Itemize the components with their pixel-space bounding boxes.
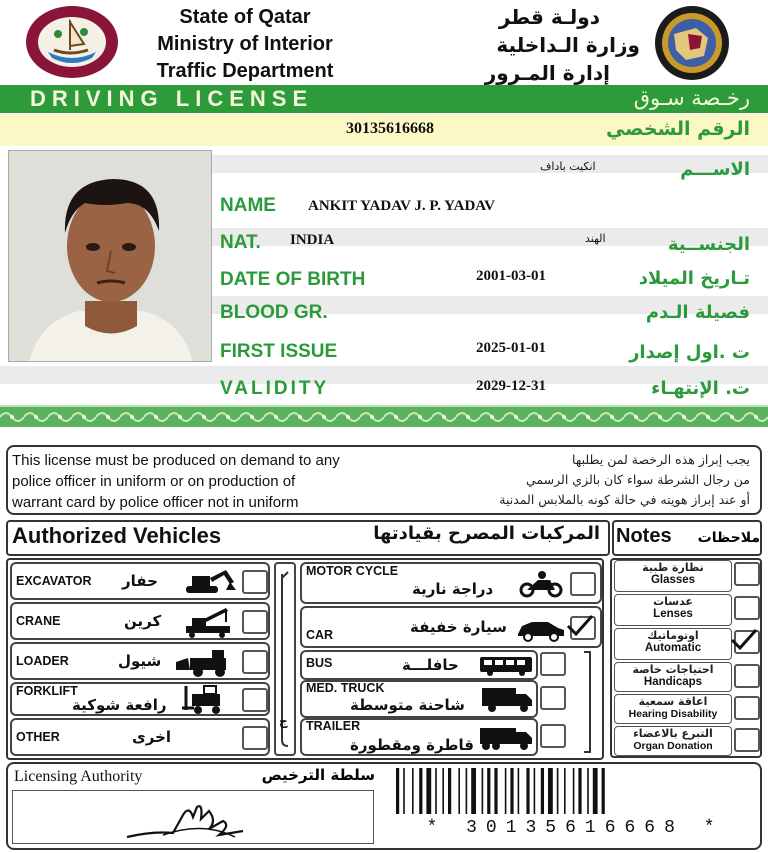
note-label-ar: اعاقة سمعية — [638, 695, 708, 708]
notice-ar-line: أو عند إبراز هويته في حالة كونه بالملابس المدنية — [499, 492, 750, 507]
vehicle-label: FORKLIFT — [16, 684, 78, 698]
vehicle-row-forklift — [10, 682, 270, 716]
holder-photo — [8, 150, 212, 362]
vehicle-label-ar: حفار — [122, 572, 158, 590]
barcode-bar — [534, 768, 536, 814]
barcode-bar — [578, 768, 581, 814]
note-label: Handicaps — [643, 676, 703, 688]
vehicle-label: OTHER — [16, 730, 60, 744]
authorized-title-ar: المركبات المصرح بقيادتها — [373, 523, 600, 544]
header-state: State of Qatar — [179, 6, 311, 28]
vehicle-label-ar: كرين — [124, 612, 162, 630]
barcode-bar — [442, 768, 444, 814]
note-row-hearing — [614, 694, 732, 724]
barcode-bar — [541, 768, 544, 814]
med-truck-checkbox[interactable] — [540, 686, 566, 710]
vehicle-row-bus — [300, 650, 538, 680]
vehicle-row-loader — [10, 642, 270, 680]
barcode-bar — [573, 768, 575, 814]
bus-icon — [478, 654, 534, 683]
name-ar-label: الاســـم — [680, 159, 750, 180]
notice-ar-line: من رجال الشرطة سواء كان بالزي الرسمي — [526, 472, 750, 487]
excavator-checkbox[interactable] — [242, 570, 268, 594]
first-issue-ar-label: ت .اول إصدار — [629, 342, 750, 363]
note-row-organ-donation — [614, 726, 732, 756]
vehicle-row-other — [10, 718, 270, 756]
bus-checkbox[interactable] — [540, 652, 566, 676]
blood-ar-label: فصيلة الـدم — [645, 302, 750, 323]
barcode-number: * 30135616668 * — [426, 818, 724, 838]
excavator-icon — [172, 568, 238, 601]
barcode-bar — [564, 768, 566, 814]
barcode-bar — [396, 768, 399, 814]
trailer-checkbox[interactable] — [540, 724, 566, 748]
barcode-bar — [518, 768, 520, 814]
signature-icon — [13, 791, 373, 843]
barcode-bar — [466, 768, 468, 814]
first-issue-value: 2025-01-01 — [476, 340, 546, 356]
check-icon — [568, 616, 592, 634]
dob-label: DATE OF BIRTH — [220, 269, 366, 290]
note-label: Hearing Disability — [628, 708, 718, 720]
barcode-bar — [526, 768, 529, 814]
hearing-checkbox[interactable] — [734, 696, 760, 720]
vehicle-label: LOADER — [16, 654, 69, 668]
handicaps-checkbox[interactable] — [734, 664, 760, 688]
nat-ar-value: الهند — [585, 232, 606, 245]
vehicle-label-ar: اخرى — [132, 728, 172, 746]
vehicle-label-ar: دراجة نارية — [412, 580, 494, 598]
barcode-bar — [448, 768, 451, 814]
barcode-bar — [487, 768, 490, 814]
forklift-checkbox[interactable] — [242, 688, 268, 712]
moi-emblem-icon — [24, 4, 120, 80]
validity-label: VALIDITY — [220, 378, 330, 399]
validity-ar-label: ت. الإنتهـاء — [651, 378, 750, 399]
notice-ar-line: يجب إبراز هذه الرخصة لمن يطلبها — [572, 452, 750, 467]
car-icon — [516, 618, 566, 647]
notice-ar — [430, 450, 750, 510]
authority-label-ar: سلطة الترخيص — [261, 766, 375, 784]
barcode-bar — [505, 768, 507, 814]
vehicle-label-ar: قاطرة ومقطورة — [350, 736, 474, 754]
authorized-title: Authorized Vehicles — [12, 523, 222, 548]
header-ar-ministry: وزارة الـداخلية — [496, 33, 640, 57]
car-checkbox[interactable] — [570, 616, 596, 640]
note-row-automatic — [614, 628, 732, 660]
vehicle-label-ar: حافلـــة — [402, 656, 459, 674]
barcode-bar — [458, 768, 460, 814]
automatic-checkbox[interactable] — [734, 630, 760, 654]
loader-icon — [172, 648, 238, 683]
note-label-ar: احتياجات خاصة — [632, 663, 714, 676]
barcode — [394, 768, 756, 814]
personal-number-label-ar: الرقم الشخصي — [605, 118, 750, 140]
lenses-checkbox[interactable] — [734, 596, 760, 620]
note-label: Automatic — [644, 642, 702, 654]
dob-ar-label: تـاريخ الميلاد — [638, 268, 750, 289]
note-row-glasses — [614, 560, 732, 592]
blood-label: BLOOD GR. — [220, 302, 328, 323]
barcode-bar — [403, 768, 405, 814]
note-row-handicaps — [614, 662, 732, 692]
notes-title: Notes — [616, 525, 672, 547]
note-label-ar: عدسات — [653, 595, 693, 608]
vehicle-label-ar: رافعة شوكية — [72, 696, 167, 714]
check-icon — [732, 630, 756, 648]
vehicle-label: CAR — [306, 628, 334, 642]
organ-donation-checkbox[interactable] — [734, 728, 760, 752]
header-ministry: Ministry of Interior — [157, 33, 333, 55]
vehicle-label: MOTOR CYCLE — [306, 564, 399, 578]
nat-value: INDIA — [290, 232, 335, 248]
note-label-ar: التبرع بالاعضاء — [633, 727, 713, 740]
notice-en-line: warrant card by police officer not in uniform — [12, 494, 299, 511]
vehicle-label-ar: شيول — [118, 652, 162, 670]
license-title: DRIVING LICENSE — [30, 86, 314, 111]
barcode-bar — [419, 768, 422, 814]
authority-label: Licensing Authority — [14, 768, 143, 785]
license-title-ar: رخـصة سـوق — [633, 86, 750, 110]
barcode-bar — [557, 768, 559, 814]
divider-bracket — [274, 562, 296, 756]
crane-icon — [180, 606, 236, 643]
vehicle-row-car — [300, 606, 602, 648]
divider-ar-letter: ج — [279, 714, 288, 728]
barcode-bar — [471, 768, 476, 814]
dob-value: 2001-03-01 — [476, 268, 546, 284]
truck-icon — [480, 686, 534, 719]
first-issue-label: FIRST ISSUE — [220, 341, 338, 362]
note-label: Organ Donation — [633, 740, 713, 752]
glasses-checkbox[interactable] — [734, 562, 760, 586]
barcode-bar — [435, 768, 437, 814]
ornament-band — [0, 405, 768, 427]
barcode-bar — [587, 768, 589, 814]
vehicle-row-med-truck — [300, 680, 538, 718]
loader-checkbox[interactable] — [242, 650, 268, 674]
vehicle-label: BUS — [306, 656, 333, 670]
notice-en-line: police officer in uniform or on production of — [12, 473, 296, 490]
notice-en — [12, 450, 442, 513]
vehicle-row-motorcycle — [300, 562, 602, 604]
note-label: Glasses — [650, 574, 696, 586]
vehicle-row-trailer — [300, 718, 538, 756]
vehicle-row-crane — [10, 602, 270, 640]
forklift-icon — [180, 684, 236, 721]
name-value: ANKIT YADAV J. P. YADAV — [308, 198, 496, 214]
barcode-bar — [510, 768, 513, 814]
header-ar-department: إدارة المـرور — [484, 61, 610, 85]
note-label-ar: اوتوماتيك — [647, 629, 699, 642]
nat-ar-label: الجنســية — [667, 234, 750, 255]
motorcycle-icon — [518, 570, 564, 603]
crane-checkbox[interactable] — [242, 610, 268, 634]
notes-title-ar: ملاحظات — [697, 530, 760, 546]
barcode-bar — [412, 768, 414, 814]
vehicle-label: TRAILER — [306, 719, 361, 733]
barcode-bar — [426, 768, 431, 814]
trailer-icon — [478, 724, 534, 757]
signature-box — [12, 790, 374, 844]
barcode-bar — [482, 768, 484, 814]
header-department: Traffic Department — [156, 60, 334, 82]
nat-label: NAT. — [220, 232, 261, 253]
note-label-ar: نظارة طبية — [642, 561, 704, 574]
vehicle-label-ar: سيارة خفيفة — [410, 618, 507, 636]
note-row-lenses — [614, 594, 732, 626]
barcode-bar — [494, 768, 497, 814]
motorcycle-checkbox[interactable] — [570, 572, 596, 596]
other-checkbox[interactable] — [242, 726, 268, 750]
vehicle-row-excavator — [10, 562, 270, 600]
name-ar-value: انكيت باداف — [540, 160, 596, 173]
barcode-bar — [548, 768, 553, 814]
barcode-bar — [602, 768, 605, 814]
validity-value: 2029-12-31 — [476, 378, 546, 394]
vehicle-label-ar: شاحنة متوسطة — [350, 696, 465, 714]
name-label: NAME — [220, 195, 276, 216]
vehicle-label: MED. TRUCK — [306, 681, 385, 695]
group-bracket — [574, 648, 600, 756]
gcc-emblem-icon — [644, 4, 740, 82]
notice-en-line: This license must be produced on demand to any — [12, 452, 340, 469]
vehicle-label: CRANE — [16, 614, 61, 628]
header-ar-state: دولـة قطر — [498, 5, 600, 29]
note-label: Lenses — [653, 608, 693, 620]
personal-number: 30135616668 — [346, 120, 434, 137]
vehicle-label: EXCAVATOR — [16, 574, 92, 588]
barcode-bar — [593, 768, 598, 814]
